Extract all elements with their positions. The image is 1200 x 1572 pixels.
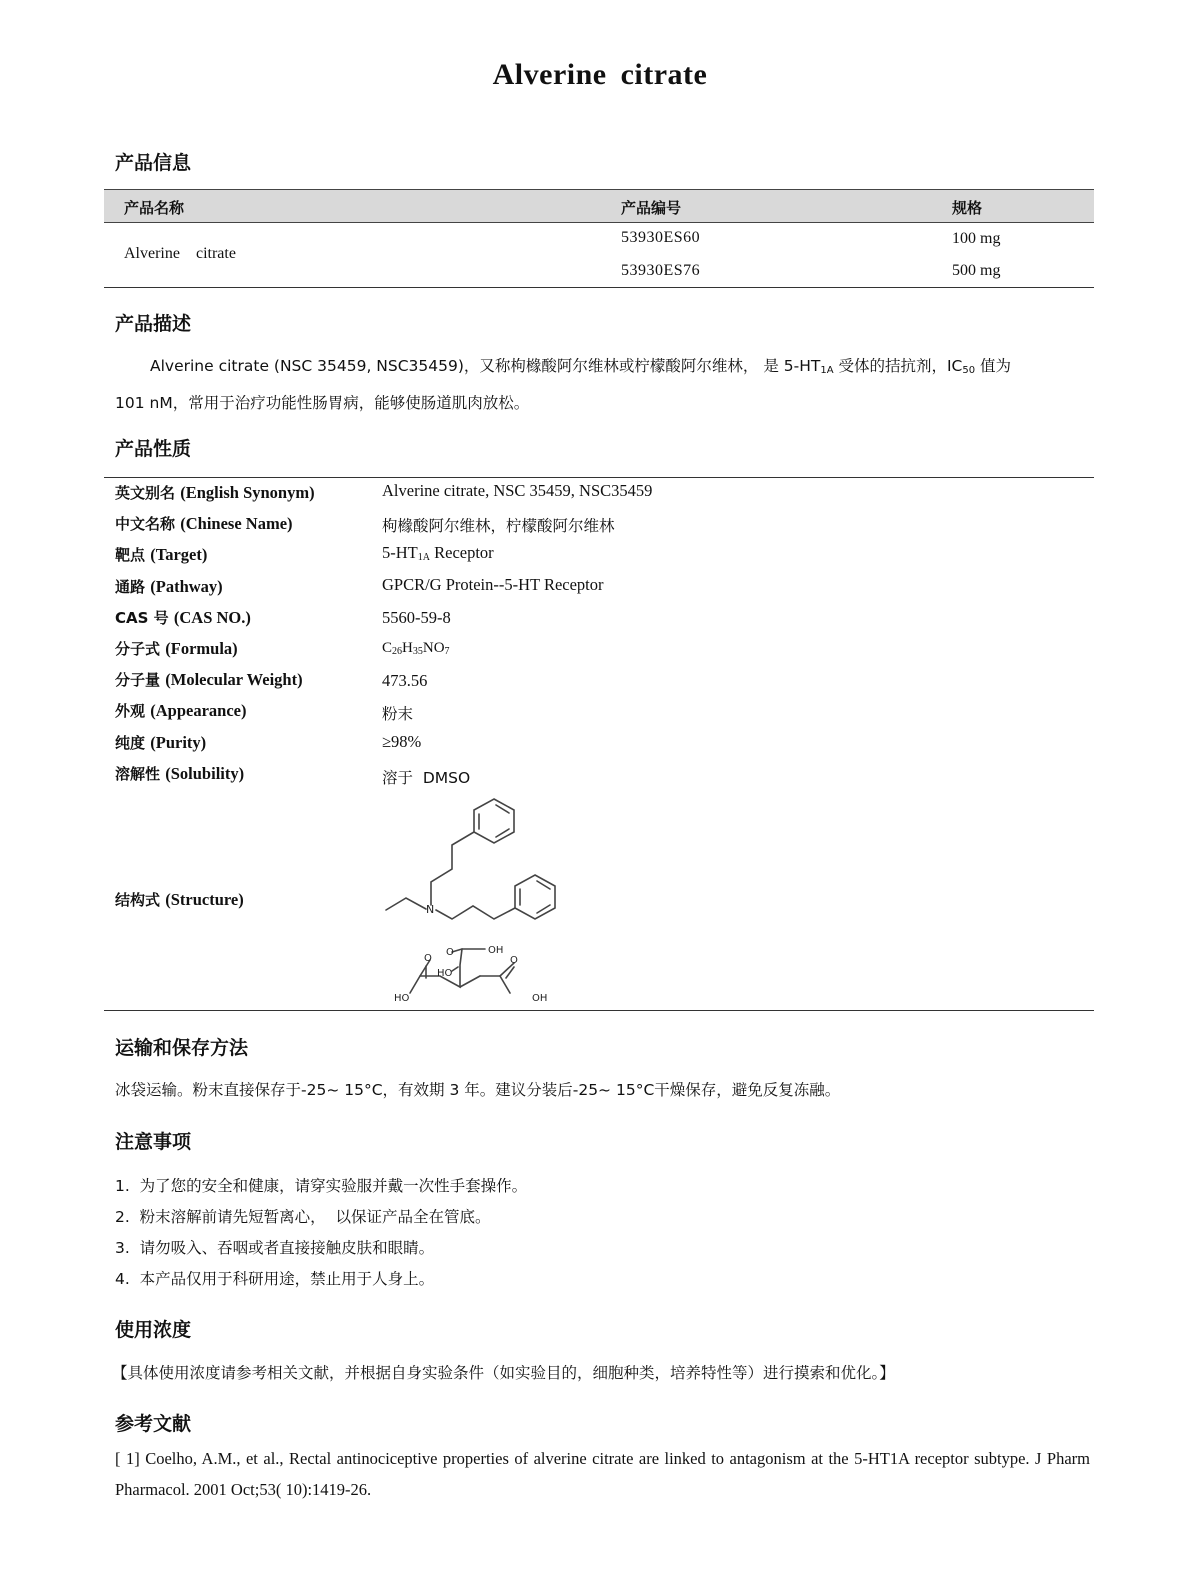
- property-value: ≥98%: [382, 732, 422, 751]
- header-name: 产品名称: [124, 199, 185, 217]
- description-text: Alverine citrate (NSC 35459, NSC35459)，又称枸橼酸阿尔维林或柠檬酸阿尔维林， 是 5-HT: [150, 357, 821, 375]
- property-label: 分子量 (Molecular Weight): [115, 670, 303, 689]
- page-title: Alverine citrate: [492, 58, 708, 91]
- product-table-header: [104, 189, 1094, 223]
- precaution-item: 3. 请勿吸入、吞咽或者直接接触皮肤和眼睛。: [115, 1239, 435, 1257]
- properties-bottom-rule: [104, 1010, 1094, 1011]
- structure-atom-label: O: [446, 947, 454, 958]
- precaution-item: 1. 为了您的安全和健康，请穿实验服并戴一次性手套操作。: [115, 1177, 528, 1195]
- storage-text: 冰袋运输。粉末直接保存于-25~ 15°C，有效期 3 年。建议分装后-25~ 15°C干燥保存，避免反复冻融。: [115, 1081, 841, 1099]
- section-heading-references: 参考文献: [115, 1413, 192, 1435]
- property-value: 473.56: [382, 671, 428, 690]
- description-text: 受体的拮抗剂，IC: [833, 357, 963, 375]
- structure-atom-label: O: [424, 953, 432, 964]
- property-value: 溶于 DMSO: [382, 769, 471, 787]
- structure-atom-label: OH: [488, 945, 504, 956]
- property-label: 英文别名 (English Synonym): [115, 483, 315, 502]
- structure-atom-label: O: [510, 955, 518, 966]
- property-label: CAS 号 (CAS NO.): [115, 608, 251, 627]
- product-spec-cell: 100 mg: [952, 230, 1001, 247]
- property-label: 分子式 (Formula): [115, 639, 238, 658]
- phenyl-ring-right: [515, 875, 555, 919]
- property-label: 溶解性 (Solubility): [115, 764, 245, 783]
- section-heading-storage: 运输和保存方法: [115, 1037, 249, 1059]
- property-label: 中文名称 (Chinese Name): [115, 514, 293, 533]
- description-text: 值为: [975, 357, 1012, 375]
- property-value: 粉末: [382, 705, 414, 723]
- precaution-item: 4. 本产品仅用于科研用途，禁止用于人身上。: [115, 1270, 435, 1288]
- product-code-cell: 53930ES60: [621, 229, 701, 246]
- property-value-formula: $C_{26}H_{35}NO_7$: [382, 640, 450, 657]
- structure-atom-label: HO: [394, 993, 410, 1004]
- property-value: GPCR/G Protein--5-HT Receptor: [382, 575, 604, 594]
- property-label: 通路 (Pathway): [115, 577, 223, 596]
- property-value: 5560-59-8: [382, 608, 451, 627]
- section-heading-product-info: 产品信息: [115, 152, 192, 174]
- section-heading-precautions: 注意事项: [115, 1131, 192, 1153]
- concentration-text: 【具体使用浓度请参考相关文献，并根据自身实验条件（如实验目的，细胞种类，培养特性等）进行摸索和优化。】: [112, 1364, 895, 1382]
- property-label: 纯度 (Purity): [115, 733, 207, 752]
- header-spec: 规格: [952, 199, 983, 217]
- chemical-structure-image: [380, 795, 580, 1010]
- property-label: 结构式 (Structure): [115, 890, 244, 909]
- description-text: 101 nM，常用于治疗功能性肠胃病，能够使肠道肌肉放松。: [115, 394, 530, 412]
- structure-atom-label: HO: [437, 968, 453, 979]
- precaution-item: 2. 粉末溶解前请先短暂离心， 以保证产品全在管底。: [115, 1208, 491, 1226]
- product-spec-cell: 500 mg: [952, 262, 1001, 279]
- section-heading-properties: 产品性质: [115, 438, 192, 460]
- description-sub: 1A: [820, 365, 834, 376]
- product-name-cell: Alverine citrate: [124, 245, 236, 262]
- description-sub: 50: [962, 365, 976, 376]
- section-heading-description: 产品描述: [115, 313, 192, 335]
- section-heading-concentration: 使用浓度: [115, 1319, 192, 1341]
- property-value: $5-HT_{1A}$ Receptor: [382, 543, 494, 563]
- property-label: 外观 (Appearance): [115, 701, 247, 720]
- phenyl-ring-top: [474, 799, 514, 843]
- table-bottom-rule: [104, 287, 1094, 288]
- product-code-cell: 53930ES76: [621, 262, 701, 279]
- property-value: 枸橼酸阿尔维林，柠檬酸阿尔维林: [382, 517, 615, 535]
- properties-top-rule: [104, 477, 1094, 478]
- property-value: Alverine citrate, NSC 35459, NSC35459: [382, 481, 653, 500]
- reference-item: [ 1] Coelho, A.M., et al., Rectal antinociceptive properties of alverine citrate are linked to antagonism at the 5-HT1A receptor subtype. J Pharm Pharmacol. 2001 Oct;53( 10):1419-26.: [115, 1449, 1090, 1499]
- property-label: 靶点 (Target): [115, 545, 208, 564]
- header-code: 产品编号: [621, 199, 682, 217]
- structure-atom-label: OH: [532, 993, 548, 1004]
- description-paragraph: [115, 350, 1090, 420]
- structure-atom-label: N: [426, 903, 435, 916]
